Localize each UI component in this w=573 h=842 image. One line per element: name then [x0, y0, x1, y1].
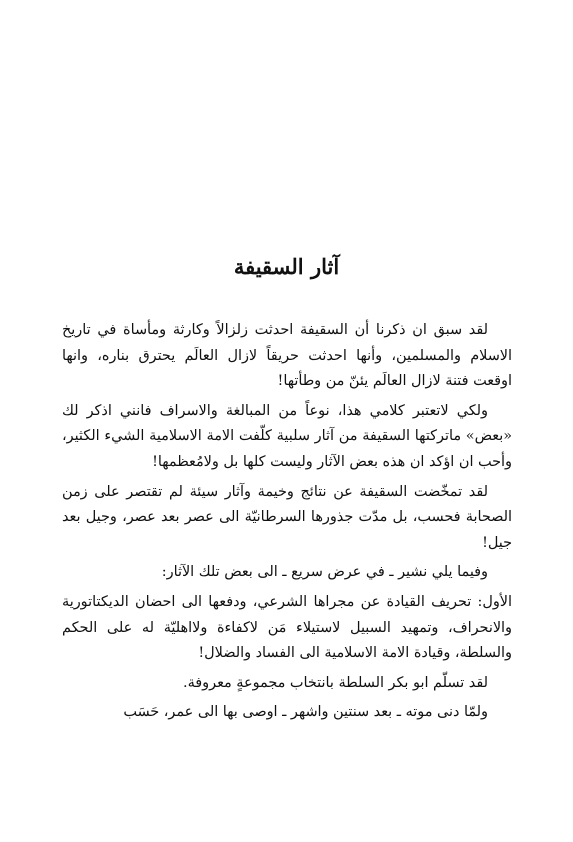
paragraph: وفيما يلي نشير ـ في عرض سريع ـ الى بعض تلك الآثار: — [161, 564, 488, 581]
paragraph: ولكي لاتعتبر كلامي هذا، نوعاً من المبالغة والاسراف فانني اذكر لك «بعض» ماتركتها السقيفة من آثار سلبية كلّفت الامة الاسلامية الشيء الكثير، وأحب ان اؤكد ان هذه بعض الآثار وليست كلها بل ولامُعظمها! — [62, 402, 512, 470]
paragraph: الأول: تحريف القيادة عن مجراها الشرعي، ودفعها الى احضان الديكتاتورية والانحراف، وتمهيد السبيل لاستيلاء مَن لاكفاءة ولااهليّة له على الحكم والسلطة، وقيادة الامة الاسلامية الى الفساد والضلال! — [62, 593, 512, 662]
paragraph: ولمّا دنى موته ـ بعد سنتين واشهر ـ اوصى بها الى عمر، حَسَب — [123, 704, 488, 721]
paragraph: لقد سبق ان ذكرنا أن السقيفة احدثت زلزالاً وكارثة ومأساة في تاريخ الاسلام والمسلمين، وأنها احدثت حريقاً لازال العالَم يحترق بناره، وانها اوقعت فتنة لازال العالَم يئنّ من وطأتها! — [62, 322, 512, 390]
body-text — [62, 318, 512, 730]
page-title: آثار السقيفة — [233, 254, 340, 279]
paragraph: لقد تسلّم ابو بكر السلطة بانتخاب مجموعةٍ معروفة. — [183, 674, 488, 691]
paragraph: لقد تمخّضت السقيفة عن نتائج وخيمة وآثار سيئة لم تقتصر على زمن الصحابة فحسب، بل مدّت جذورها السرطانيّة الى عصر بعد عصر، وجيل بعد جيل! — [62, 483, 512, 551]
